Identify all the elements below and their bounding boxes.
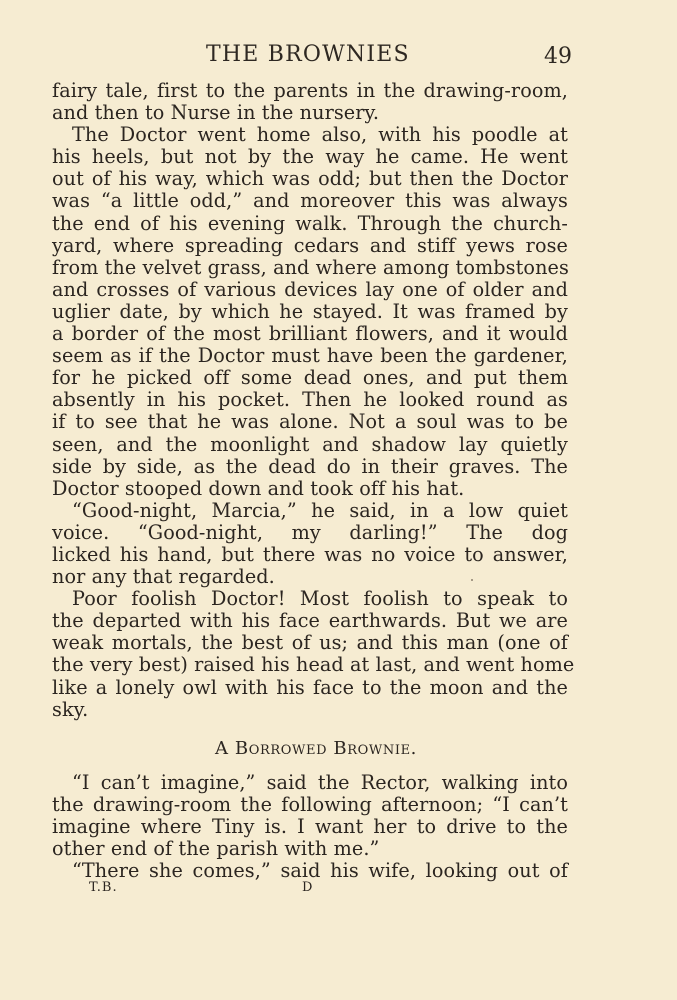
- text-line: “Good-night, Marcia,” he said, in a low quiet: [72, 498, 568, 522]
- text-line: licked his hand, but there was no voice to answer,: [52, 542, 568, 566]
- text-line: “I can’t imagine,” said the Rector, walking into: [72, 770, 568, 794]
- text-line: and then to Nurse in the nursery.: [52, 101, 380, 125]
- text-line: imagine where Tiny is. I want her to drive to the: [52, 814, 568, 838]
- text-line: The Doctor went home also, with his poodle at: [72, 123, 568, 147]
- text-line: absently in his pocket. Then he looked round as: [52, 388, 568, 412]
- text-line: was “a little odd,” and moreover this was always: [52, 189, 568, 213]
- gathering-mark: D: [302, 880, 314, 895]
- text-line: yard, where spreading cedars and stiff yews rose: [52, 233, 568, 257]
- page-header: [0, 42, 677, 72]
- section-heading: [52, 738, 568, 760]
- paragraph: [52, 587, 575, 721]
- text-line: like a lonely owl with his face to the moon and the: [52, 675, 568, 699]
- text-line: seen, and the moonlight and shadow lay quietly: [52, 432, 568, 456]
- text-line: and crosses of various devices lay one of older and: [52, 277, 568, 301]
- text-line: “There she comes,” said his wife, looking out of: [72, 859, 568, 883]
- text-line: his heels, but not by the way he came. He went: [52, 145, 568, 169]
- paper-speck: [471, 579, 473, 581]
- text-line: voice. “Good-night, my darling!” The dog: [52, 520, 568, 544]
- text-line: for he picked off some dead ones, and put them: [52, 366, 568, 390]
- paragraph: [52, 860, 568, 882]
- paragraph: [52, 80, 568, 124]
- text-line: side by side, as the dead do in their graves. The: [52, 454, 568, 478]
- text-line: seem as if the Doctor must have been the gardener,: [52, 344, 568, 368]
- text-line: other end of the parish with me.”: [52, 837, 380, 860]
- page-number: 49: [544, 44, 572, 69]
- text-line: sky.: [52, 697, 89, 721]
- text-line: uglier date, by which he stayed. It was framed by: [52, 299, 568, 323]
- paragraph: [52, 500, 568, 588]
- running-title: THE BROWNIES: [206, 42, 410, 67]
- text-line: if to see that he was alone. Not a soul was to be: [52, 410, 568, 434]
- text-line: Doctor stooped down and took off his hat.: [52, 476, 465, 500]
- text-line: out of his way, which was odd; but then the Doctor: [52, 167, 568, 191]
- text-line: weak mortals, the best of us; and this man (one of: [52, 631, 568, 655]
- text-line: Poor foolish Doctor! Most foolish to speak to: [72, 587, 568, 611]
- text-line: a border of the most brilliant flowers, and it would: [52, 322, 568, 346]
- text-line: fairy tale, first to the parents in the drawing-room,: [52, 79, 568, 102]
- section-heading-text: A Borrowed Brownie.: [215, 737, 417, 759]
- text-line: the drawing-room the following afternoon; “I can’t: [52, 792, 568, 816]
- signature-mark: T.B.: [89, 880, 118, 895]
- text-line: the very best) raised his head at last, and went home: [52, 653, 575, 677]
- text-line: the departed with his face earthwards. But we are: [52, 609, 568, 633]
- text-line: nor any that regarded.: [52, 565, 275, 589]
- page-footer: [0, 880, 677, 900]
- text-line: from the velvet grass, and where among tombstones: [52, 255, 569, 279]
- text-line: the end of his evening walk. Through the church-: [52, 211, 568, 235]
- paragraph: [52, 772, 568, 860]
- paragraph: [52, 124, 568, 500]
- body-text: [52, 79, 575, 883]
